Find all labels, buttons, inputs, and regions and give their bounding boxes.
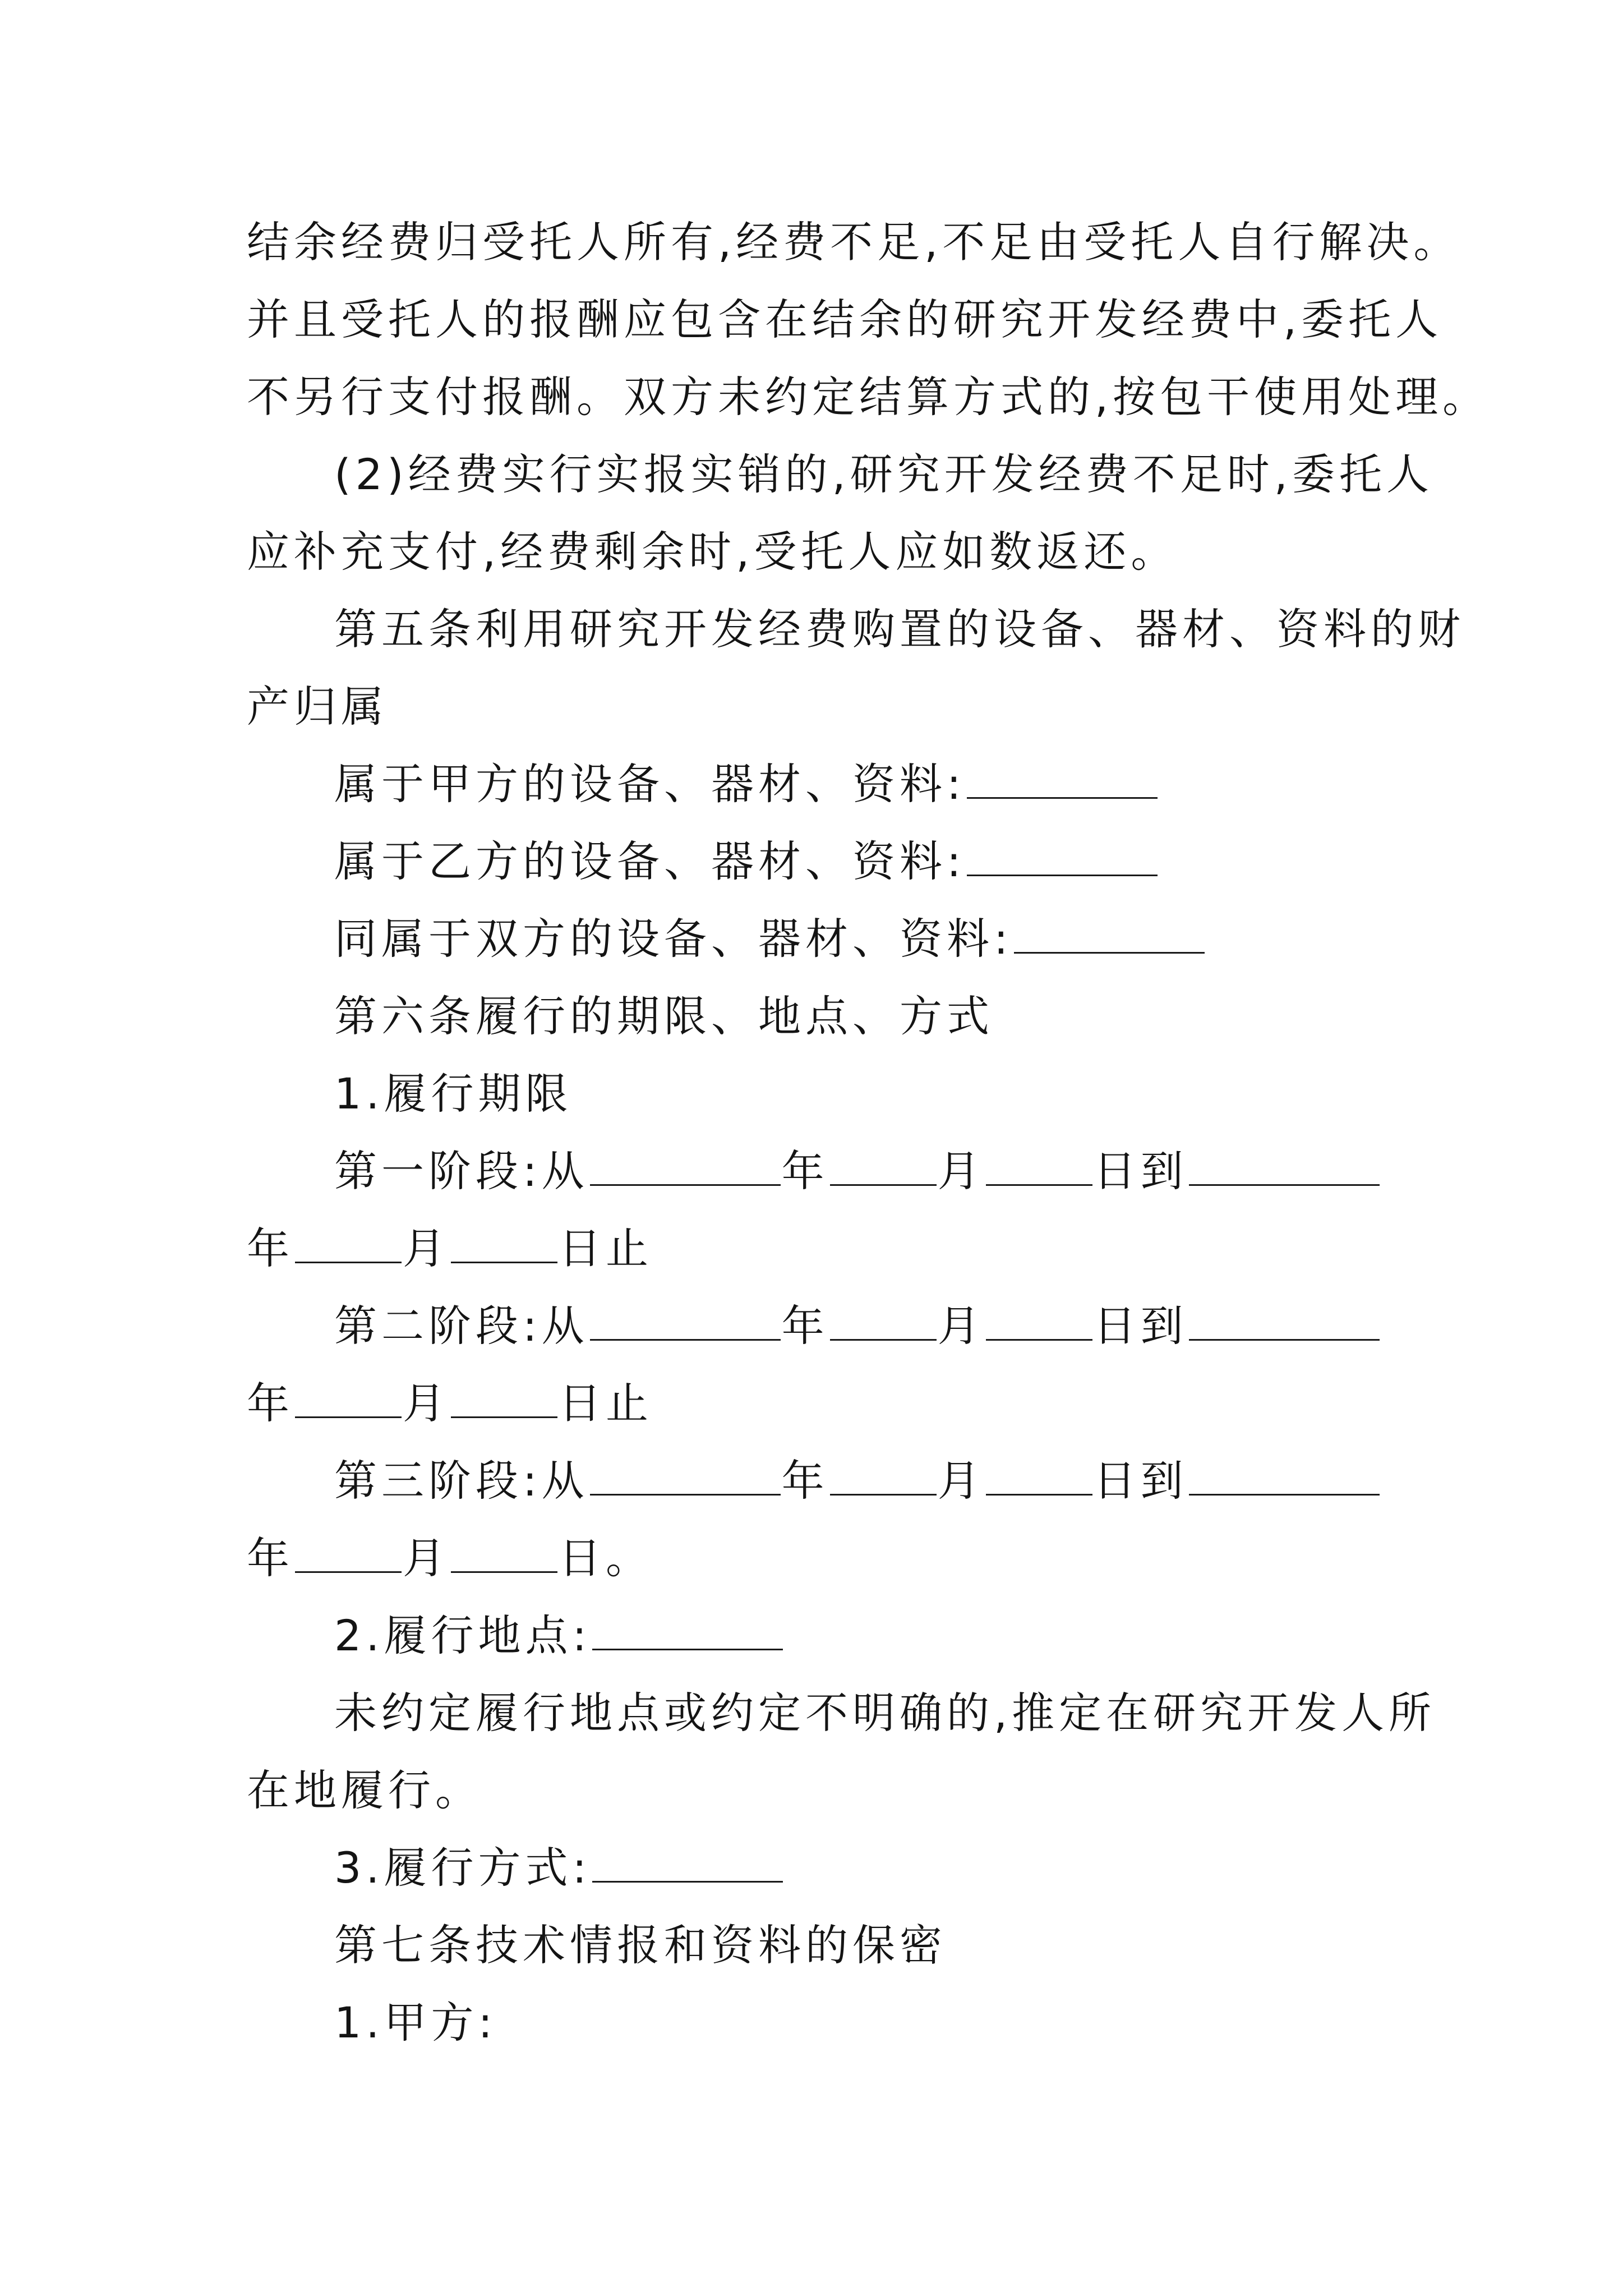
blank-field[interactable] (986, 1292, 1092, 1341)
form-line-stage-1-end: 年 月 日止 (0, 1209, 1623, 1288)
blank-field[interactable] (986, 1447, 1092, 1496)
blank-field[interactable] (1189, 1447, 1380, 1496)
article-heading: 第六条履行的期限、地点、方式 (334, 991, 994, 1041)
form-line-stage-2-end: 年 月 日止 (0, 1364, 1623, 1443)
blank-field[interactable] (590, 1447, 781, 1496)
blank-field[interactable] (830, 1447, 937, 1496)
paragraph-line: 应补充支付,经费剩余时,受托人应如数返还。 (247, 527, 1178, 577)
form-line-stage-2-start: 第二阶段:从 年 月 日到 (0, 1287, 1623, 1365)
blank-field[interactable] (1189, 1137, 1380, 1186)
paragraph-line: 在地履行。 (247, 1765, 482, 1815)
form-line-location: 2.履行地点: (0, 1596, 1623, 1675)
blank-field[interactable] (295, 1214, 402, 1263)
section-heading: 1.履行期限 (334, 1069, 573, 1119)
form-line-stage-1-start: 第一阶段:从 年 月 日到 (0, 1132, 1623, 1211)
paragraph-line: 并且受托人的报酬应包含在结余的研究开发经费中,委托人 (247, 295, 1443, 344)
form-line-method: 3.履行方式: (0, 1829, 1623, 1907)
blank-field[interactable] (592, 1602, 783, 1650)
article-heading: 第五条利用研究开发经费购置的设备、器材、资料的财 (334, 604, 1465, 654)
blank-field[interactable] (590, 1137, 781, 1186)
blank-field[interactable] (295, 1524, 402, 1573)
form-line-party-a-assets: 属于甲方的设备、器材、资料: (0, 745, 1623, 823)
blank-field[interactable] (590, 1292, 781, 1341)
form-line-shared-assets: 同属于双方的设备、器材、资料: (0, 900, 1623, 978)
paragraph-line: 不另行支付报酬。双方未约定结算方式的,按包干使用处理。 (247, 372, 1490, 422)
blank-field[interactable] (830, 1137, 937, 1186)
blank-field[interactable] (451, 1524, 557, 1573)
blank-field[interactable] (986, 1137, 1092, 1186)
paragraph-line: 未约定履行地点或约定不明确的,推定在研究开发人所 (334, 1688, 1436, 1738)
form-line-party-b-assets: 属于乙方的设备、器材、资料: (0, 822, 1623, 901)
section-heading: 1.甲方: (334, 1998, 497, 2047)
blank-field[interactable] (451, 1369, 557, 1418)
form-line-stage-3-end: 年 月 日。 (0, 1519, 1623, 1598)
blank-field[interactable] (967, 827, 1158, 876)
blank-field[interactable] (295, 1369, 402, 1418)
blank-field[interactable] (1189, 1292, 1380, 1341)
blank-field[interactable] (592, 1834, 783, 1883)
blank-field[interactable] (1014, 905, 1205, 954)
blank-field[interactable] (967, 750, 1158, 799)
paragraph-line: 结余经费归受托人所有,经费不足,不足由受托人自行解决。 (247, 217, 1461, 267)
paragraph-line: (2)经费实行实报实销的,研究开发经费不足时,委托人 (334, 449, 1433, 499)
blank-field[interactable] (451, 1214, 557, 1263)
article-heading: 第七条技术情报和资料的保密 (334, 1920, 947, 1970)
blank-field[interactable] (830, 1292, 937, 1341)
article-heading: 产归属 (247, 682, 388, 731)
form-line-stage-3-start: 第三阶段:从 年 月 日到 (0, 1442, 1623, 1520)
